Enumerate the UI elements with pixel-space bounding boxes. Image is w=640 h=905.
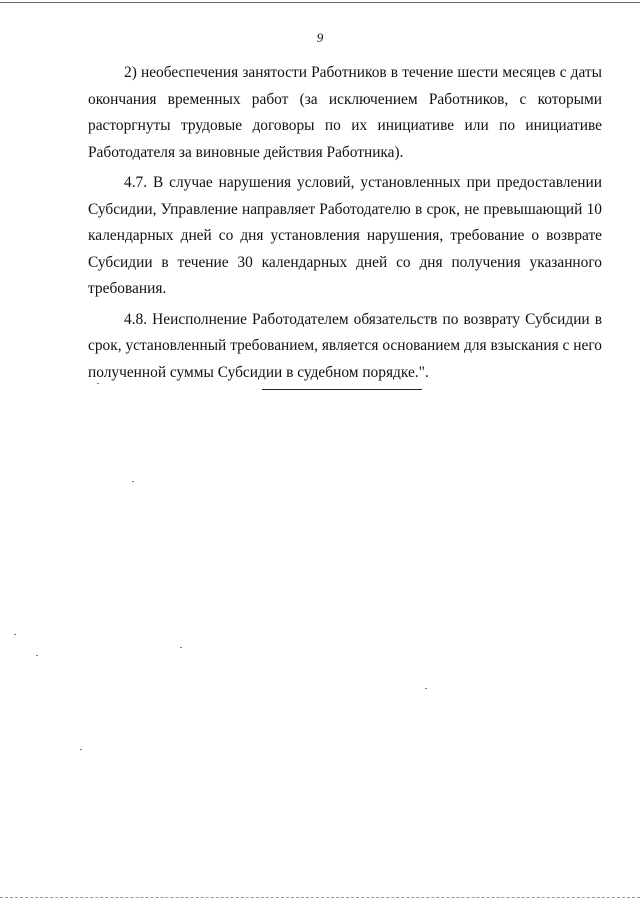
page-number: 9 [316,30,324,45]
scan-speck [132,481,134,482]
paragraph-clause-2: 2) необеспечения занятости Работников в течение шести месяцев с даты окончания временных работ (за исключением Работников, с которыми расторгнуты трудовые договоры по их инициативе или по инициативе Работодателя за виновные действия Работника). [88,64,602,161]
scan-speck [97,383,99,384]
paragraph-clause-4-7: 4.7. В случае нарушения условий, установленных при предоставлении Субсидии, Управление направляет Работодателю в срок, не превышающий 10 календарных дней со дня установления нарушения, требование о возврате Субсидии в течение 30 календарных дней со дня получения указанного требования. [88,174,602,297]
paragraph-clause-4-8: 4.8. Неисполнение Работодателем обязательств по возврату Субсидии в срок, установленный требованием, является основанием для взыскания с него полученной суммы Субсидии в судебном порядке.". [88,310,602,381]
scan-speck [36,655,38,656]
scan-speck [14,634,16,635]
scan-speck [425,688,427,689]
scan-speck [180,647,182,648]
end-of-document-rule [262,389,422,390]
scan-speck [80,749,82,750]
scan-bottom-edge [0,897,640,898]
document-body [88,60,602,390]
scan-top-edge [0,2,640,3]
